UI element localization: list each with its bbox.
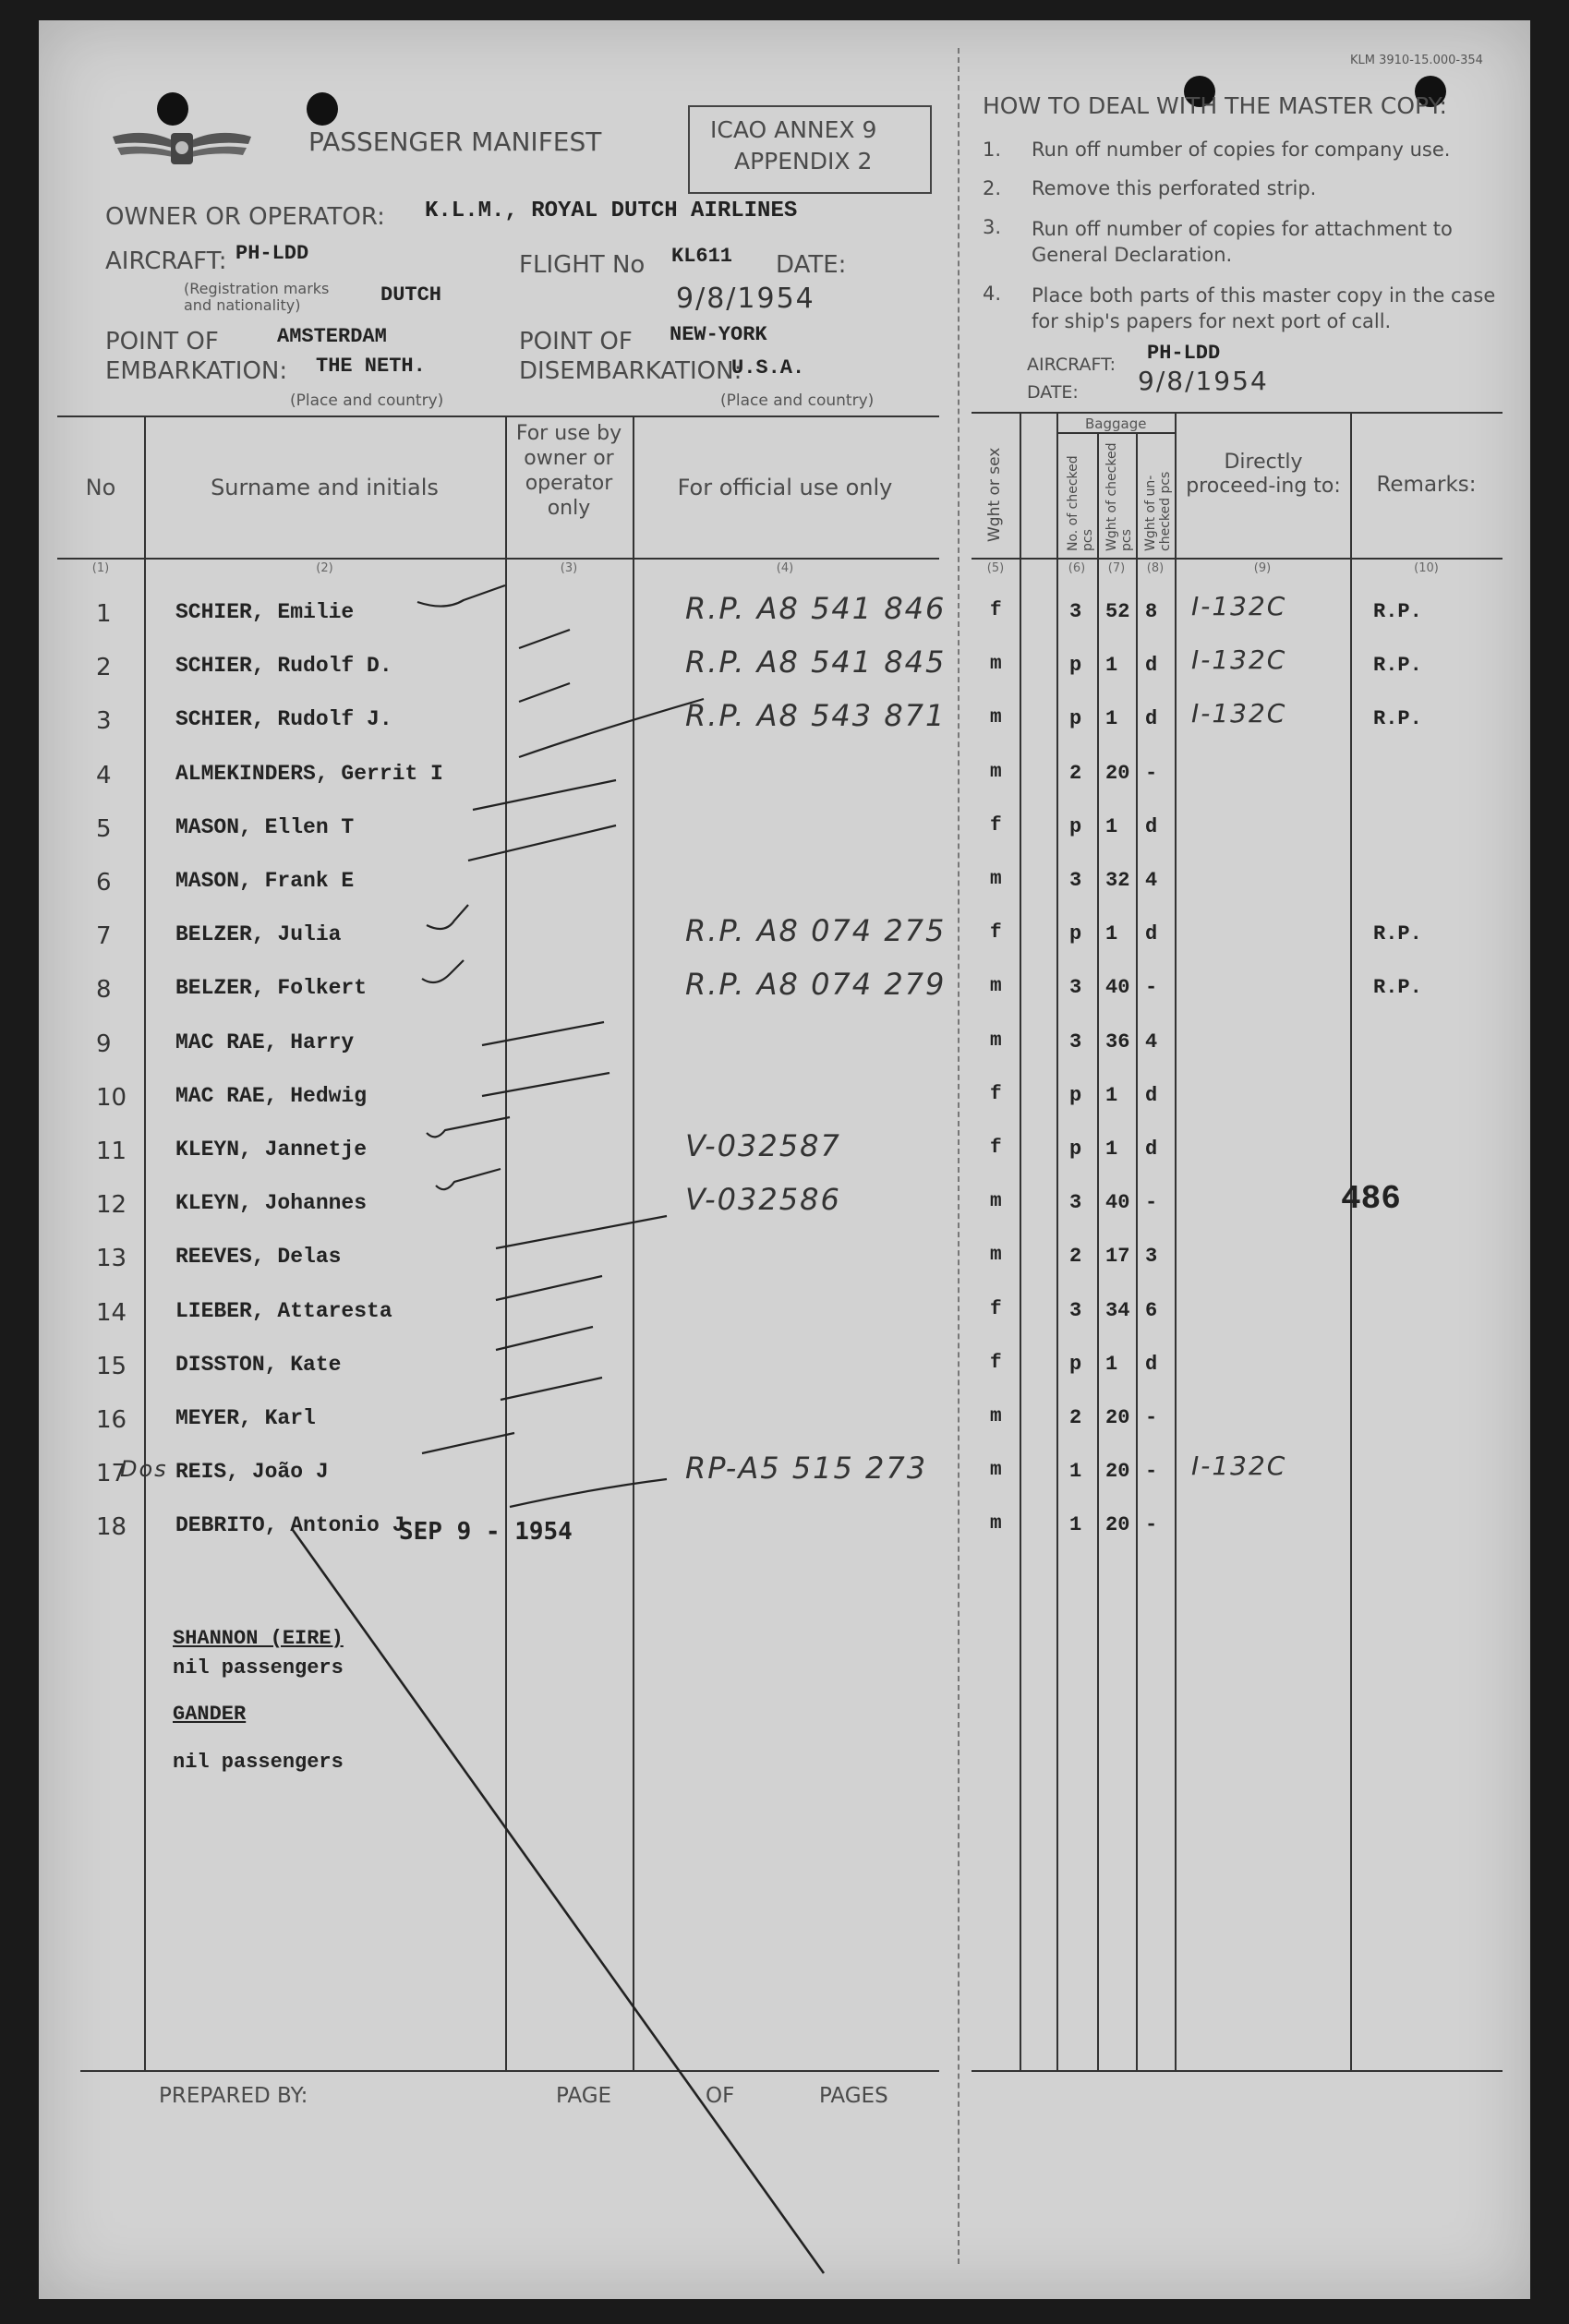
col-header-no: No	[85, 475, 116, 500]
unchecked-weight: -	[1145, 1191, 1158, 1215]
passenger-name: SCHIER, Rudolf D.	[175, 654, 392, 679]
col-header-directly: Directly proceed-ing to:	[1186, 451, 1341, 498]
proceeding-to: I-132C	[1191, 1451, 1287, 1482]
remarks-entry: R.P.	[1373, 707, 1422, 731]
unchecked-weight: 4	[1145, 869, 1158, 892]
unchecked-weight: d	[1145, 707, 1158, 731]
handwritten-marks	[39, 20, 1530, 2299]
row-number: 5	[96, 814, 112, 843]
annex-line-2: APPENDIX 2	[734, 148, 873, 175]
unchecked-weight: 3	[1145, 1245, 1158, 1269]
checked-pieces: p	[1069, 814, 1082, 838]
weight-or-sex: m	[990, 1513, 1002, 1535]
row-number: 17	[96, 1460, 127, 1488]
passenger-name: KLEYN, Johannes	[175, 1191, 368, 1216]
official-use-entry: V-032587	[685, 1128, 841, 1163]
row-number: 7	[96, 922, 112, 951]
remarks-entry: R.P.	[1373, 600, 1422, 623]
weight-or-sex: m	[990, 761, 1002, 783]
checked-weight: 1	[1105, 814, 1118, 838]
row-number: 11	[96, 1138, 127, 1165]
col-num-9: (9)	[1253, 561, 1272, 575]
registration-note: (Registration marks and nationality)	[184, 280, 330, 314]
embark-city: AMSTERDAM	[277, 325, 387, 348]
col-num-2: (2)	[316, 561, 333, 575]
col-num-5: (5)	[986, 561, 1005, 575]
row-number: 4	[96, 761, 112, 789]
instruction-3-num: 3.	[983, 216, 1002, 238]
checked-weight: 20	[1105, 1460, 1130, 1484]
date-value: 9/8/1954	[676, 283, 815, 315]
checked-weight: 1	[1105, 1138, 1118, 1161]
passenger-name: REIS, João J	[175, 1460, 329, 1485]
proceeding-to: I-132C	[1191, 591, 1287, 621]
row-number: 1	[96, 600, 112, 628]
flight-value: KL611	[671, 245, 733, 268]
unchecked-weight: 4	[1145, 1030, 1158, 1054]
checked-pieces: 1	[1069, 1513, 1082, 1537]
passenger-name: MASON, Frank E	[175, 869, 355, 893]
checked-weight: 36	[1105, 1030, 1130, 1054]
checked-pieces: 2	[1069, 1406, 1082, 1429]
instruction-4-text: Place both parts of this master copy in the case for ship's papers for next port of call.	[1032, 284, 1496, 332]
unchecked-weight: -	[1145, 1460, 1158, 1484]
passenger-name: LIEBER, Attaresta	[175, 1298, 392, 1323]
passenger-name: KLEYN, Jannetje	[175, 1138, 368, 1162]
checked-pieces: p	[1069, 1138, 1082, 1161]
official-use-entry: R.P. A8 543 871	[685, 698, 947, 734]
proceeding-to: I-132C	[1191, 698, 1287, 729]
owner-value: K.L.M., ROYAL DUTCH AIRLINES	[425, 199, 798, 223]
col-num-1: (1)	[91, 561, 110, 575]
col-header-remarks: Remarks:	[1376, 473, 1477, 497]
passenger-name: BELZER, Folkert	[175, 976, 368, 1001]
checked-weight: 1	[1105, 707, 1118, 731]
checked-weight: 32	[1105, 869, 1130, 892]
checked-weight: 1	[1105, 922, 1118, 946]
col-num-8: (8)	[1146, 561, 1165, 575]
date-label: DATE:	[776, 251, 847, 279]
annex-line-1: ICAO ANNEX 9	[710, 116, 877, 143]
checked-pieces: 3	[1069, 1298, 1082, 1322]
passenger-name: DEBRITO, Antonio J	[175, 1513, 405, 1538]
unchecked-weight: d	[1145, 814, 1158, 838]
strip-date-value: 9/8/1954	[1138, 366, 1269, 396]
weight-or-sex: m	[990, 1460, 1002, 1482]
row-number: 18	[96, 1513, 127, 1542]
passenger-name: MAC RAE, Hedwig	[175, 1083, 368, 1108]
unchecked-weight: 6	[1145, 1298, 1158, 1322]
row-number: 15	[96, 1352, 127, 1380]
checked-pieces: p	[1069, 922, 1082, 946]
instructions-title: HOW TO DEAL WITH THE MASTER COPY:	[983, 92, 1447, 119]
official-use-entry: V-032586	[685, 1182, 841, 1218]
disembark-city: NEW-YORK	[670, 323, 767, 346]
instruction-1-text: Run off number of copies for company use.	[1032, 138, 1451, 161]
unchecked-weight: d	[1145, 922, 1158, 946]
unchecked-weight: d	[1145, 654, 1158, 678]
col-header-surname: Surname and initials	[211, 475, 439, 500]
unchecked-weight: d	[1145, 1083, 1158, 1107]
owner-label: OWNER OR OPERATOR:	[105, 203, 385, 231]
checked-weight: 1	[1105, 654, 1118, 678]
disembark-label-1: POINT OF	[519, 328, 633, 355]
col-header-baggage: Baggage	[1085, 415, 1147, 432]
checked-weight: 20	[1105, 761, 1130, 785]
remarks-entry: R.P.	[1373, 922, 1422, 946]
row-number: 10	[96, 1083, 127, 1112]
nationality-value: DUTCH	[380, 283, 442, 307]
checked-pieces: p	[1069, 1352, 1082, 1376]
official-use-entry: R.P. A8 074 275	[685, 913, 947, 949]
manifest-sheet	[39, 20, 1530, 2299]
shannon-note: nil passengers	[173, 1656, 344, 1680]
passenger-name: SCHIER, Emilie	[175, 600, 355, 624]
checked-pieces: 3	[1069, 600, 1082, 623]
weight-or-sex: f	[990, 922, 1002, 945]
checked-pieces: 3	[1069, 1191, 1082, 1215]
checked-weight: 20	[1105, 1513, 1130, 1537]
checked-weight: 1	[1105, 1083, 1118, 1107]
disembark-label-2: DISEMBARKATION:	[519, 357, 742, 385]
pages-label: PAGES	[819, 2084, 888, 2108]
passenger-name: DISSTON, Kate	[175, 1352, 342, 1377]
prepared-by-label: PREPARED BY:	[159, 2084, 308, 2108]
unchecked-weight: -	[1145, 976, 1158, 1000]
flight-label: FLIGHT No	[519, 251, 646, 279]
passenger-name: SCHIER, Rudolf J.	[175, 707, 392, 732]
remarks-entry: R.P.	[1373, 654, 1422, 678]
strip-date-label: DATE:	[1027, 382, 1079, 403]
row-number: 3	[96, 707, 112, 736]
aircraft-label: AIRCRAFT:	[105, 247, 227, 275]
col-num-4: (4)	[776, 561, 794, 575]
weight-or-sex: m	[990, 869, 1002, 890]
weight-or-sex: m	[990, 654, 1002, 676]
checked-pieces: p	[1069, 1083, 1082, 1107]
weight-or-sex: f	[990, 1138, 1002, 1159]
checked-pieces: 3	[1069, 869, 1082, 892]
row-number: 9	[96, 1030, 112, 1058]
weight-or-sex: f	[990, 1352, 1002, 1374]
disembark-place-note: (Place and country)	[720, 391, 875, 410]
row-number: 13	[96, 1245, 127, 1273]
passenger-name: MASON, Ellen T	[175, 814, 355, 839]
proceeding-to: I-132C	[1191, 644, 1287, 676]
unchecked-weight: d	[1145, 1138, 1158, 1161]
col-header-weight-sex: Wght or sex	[985, 447, 1004, 542]
shannon-heading: SHANNON (EIRE)	[173, 1627, 344, 1650]
checked-pieces: 3	[1069, 1030, 1082, 1054]
unchecked-weight: d	[1145, 1352, 1158, 1376]
remarks-entry: 486	[1341, 1180, 1401, 1219]
form-title: PASSENGER MANIFEST	[308, 126, 602, 157]
row-number: 16	[96, 1406, 127, 1434]
passenger-name: MEYER, Karl	[175, 1406, 316, 1430]
weight-or-sex: m	[990, 976, 1002, 998]
checked-pieces: p	[1069, 707, 1082, 731]
weight-or-sex: m	[990, 1191, 1002, 1213]
checked-pieces: 2	[1069, 1245, 1082, 1269]
checked-weight: 52	[1105, 600, 1130, 623]
strip-aircraft-label: AIRCRAFT:	[1027, 355, 1116, 375]
passenger-name: REEVES, Delas	[175, 1245, 342, 1270]
aircraft-value: PH-LDD	[235, 242, 309, 265]
embark-country: THE NETH.	[316, 355, 426, 378]
gander-heading: GANDER	[173, 1703, 247, 1726]
strip-aircraft-value: PH-LDD	[1147, 342, 1221, 365]
passenger-name: MAC RAE, Harry	[175, 1030, 355, 1054]
instruction-4-num: 4.	[983, 283, 1002, 305]
checked-pieces: 3	[1069, 976, 1082, 1000]
col-header-weight-unchecked: Wght of un-checked pcs	[1143, 471, 1173, 551]
col-header-checked-pcs: No. of checked pcs	[1066, 455, 1095, 551]
weight-or-sex: f	[990, 1298, 1002, 1320]
weight-or-sex: m	[990, 707, 1002, 729]
instruction-1-num: 1.	[983, 138, 1002, 161]
date-stamp: SEP 9 - 1954	[399, 1518, 573, 1546]
unchecked-weight: -	[1145, 761, 1158, 785]
unchecked-weight: 8	[1145, 600, 1158, 623]
row-number: 2	[96, 654, 112, 682]
weight-or-sex: m	[990, 1406, 1002, 1427]
weight-or-sex: f	[990, 814, 1002, 837]
official-use-entry: R.P. A8 541 845	[685, 644, 947, 680]
checked-pieces: 1	[1069, 1460, 1082, 1484]
instruction-2-text: Remove this perforated strip.	[1032, 177, 1317, 199]
checked-weight: 40	[1105, 976, 1130, 1000]
name-prefix: Dos	[120, 1456, 168, 1483]
col-num-10: (10)	[1414, 561, 1439, 575]
passenger-name: ALMEKINDERS, Gerrit I	[175, 761, 443, 786]
checked-weight: 17	[1105, 1245, 1130, 1269]
embark-label-1: POINT OF	[105, 328, 219, 355]
instruction-3-text: Run off number of copies for attachment to General Declaration.	[1032, 218, 1453, 266]
weight-or-sex: m	[990, 1245, 1002, 1267]
form-serial: KLM 3910-15.000-354	[1350, 54, 1483, 67]
row-number: 6	[96, 869, 112, 897]
checked-pieces: p	[1069, 654, 1082, 678]
checked-weight: 20	[1105, 1406, 1130, 1429]
row-number: 12	[96, 1191, 127, 1220]
row-number: 14	[96, 1298, 127, 1327]
embark-place-note: (Place and country)	[290, 391, 444, 410]
disembark-country: U.S.A.	[731, 356, 805, 379]
col-header-owner-use: For use by owner or operator only	[515, 422, 622, 520]
official-use-entry: RP-A5 515 273	[685, 1451, 928, 1487]
weight-or-sex: m	[990, 1030, 1002, 1052]
of-label: OF	[706, 2084, 735, 2108]
official-use-entry: R.P. A8 074 279	[685, 967, 947, 1003]
row-number: 8	[96, 976, 112, 1005]
checked-pieces: 2	[1069, 761, 1082, 785]
remarks-entry: R.P.	[1373, 976, 1422, 1000]
weight-or-sex: f	[990, 1083, 1002, 1105]
embark-label-2: EMBARKATION:	[105, 357, 288, 385]
checked-weight: 40	[1105, 1191, 1130, 1215]
official-use-entry: R.P. A8 541 846	[685, 591, 947, 626]
col-num-3: (3)	[560, 561, 578, 575]
page-label: PAGE	[556, 2084, 612, 2108]
col-num-6: (6)	[1068, 561, 1086, 575]
weight-or-sex: f	[990, 600, 1002, 621]
checked-weight: 34	[1105, 1298, 1130, 1322]
gander-note: nil passengers	[173, 1751, 344, 1774]
checked-weight: 1	[1105, 1352, 1118, 1376]
col-header-official-use: For official use only	[677, 475, 893, 500]
unchecked-weight: -	[1145, 1513, 1158, 1537]
instruction-2-num: 2.	[983, 177, 1002, 199]
col-num-7: (7)	[1107, 561, 1126, 575]
col-header-weight-checked: Wght of checked pcs	[1104, 442, 1134, 551]
unchecked-weight: -	[1145, 1406, 1158, 1429]
passenger-name: BELZER, Julia	[175, 922, 342, 947]
